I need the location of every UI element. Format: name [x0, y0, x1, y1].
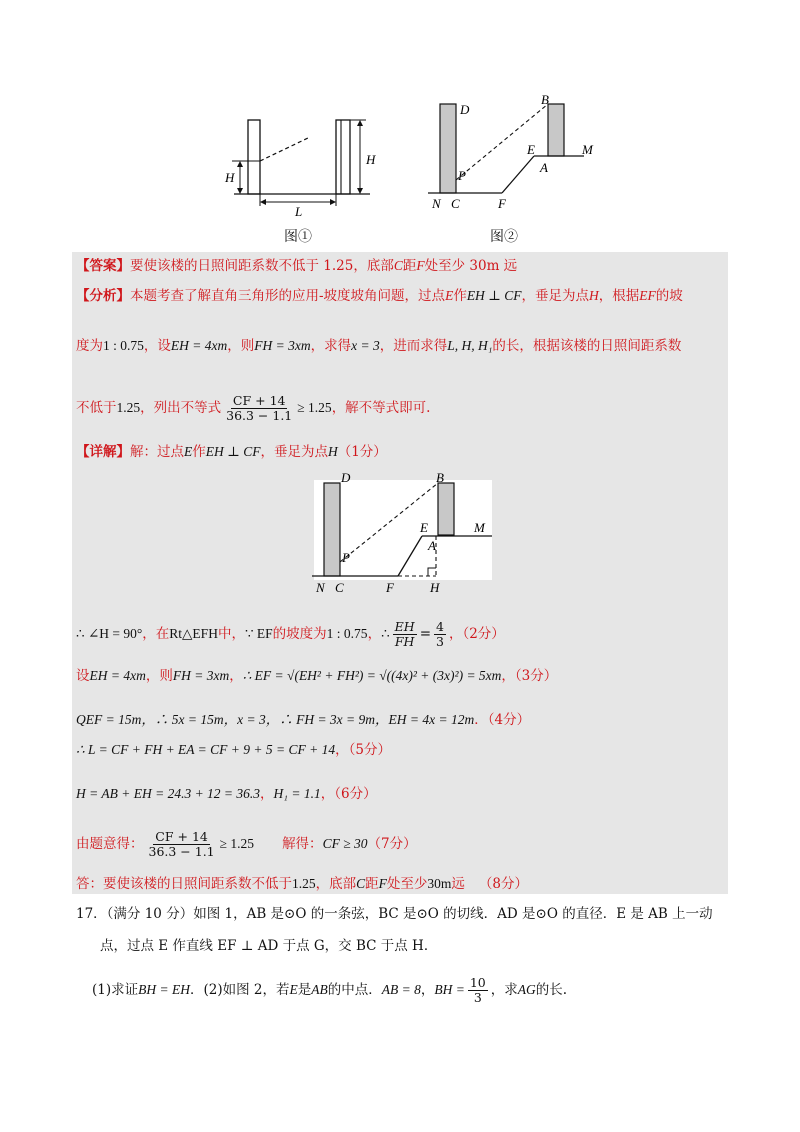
fig3-label-d: D	[341, 470, 351, 485]
figure-1	[220, 110, 390, 220]
fig3-label-m: M	[474, 520, 485, 535]
detail-step-5: ∴ L = CF + FH + EA = CF + 9 + 5 = CF + 14，（5分）	[76, 742, 391, 758]
analysis-line-2: 度为1 : 0.75，设EH = 4xm，则FH = 3xm，求得x = 3，进而求得L, H, H₁的长，根据该楼的日照间距系数	[76, 338, 682, 354]
fig2-label-f: F	[498, 196, 506, 211]
fig2-label-n: N	[432, 196, 441, 211]
figure-3	[308, 470, 498, 598]
detail-step-8: 答：要使该楼的日照间距系数不低于1.25，底部C距F处至少30m远 （8分）	[76, 876, 528, 892]
fig1-label-h-big: H	[366, 152, 376, 167]
fig1-right-building	[336, 120, 350, 194]
fig3-label-e: E	[420, 520, 428, 535]
fig3-label-f: F	[386, 580, 394, 595]
problem17-line-2: 点，过点 E 作直线 EF ⊥ AD 于点 G，交 BC 于点 H．	[100, 938, 438, 954]
fig3-label-p: P	[342, 550, 350, 565]
fig3-label-n: N	[316, 580, 325, 595]
fig2-label-d: D	[460, 102, 470, 117]
fig2-building-b	[548, 104, 564, 156]
fig1-caption: 图①	[284, 229, 312, 245]
fig1-label-h-small: H	[225, 170, 235, 185]
detail-step-4: QEF = 15m，∴ 5x = 15m，x = 3，∴ FH = 3x = 9m，EH = 4x = 12m．（4分）	[76, 712, 531, 728]
detail-step-2: ∴ ∠H = 90°，在Rt△EFH中，∵ EF的坡度为1 : 0.75，∴ $\frac{EH}{FH}$ = $\frac{4}{3}$ ，（2分）	[76, 619, 505, 649]
fig2-label-b: B	[541, 92, 549, 107]
figure-2	[420, 90, 610, 215]
fig2-label-c: C	[451, 196, 460, 211]
fig2-label-e: E	[527, 142, 535, 157]
detail-step-7: 由题意得： $\frac{CF + 14}{36.3 - 1.1}$ ≥ 1.25 解得：CF ≥ 30（7分）	[76, 829, 417, 859]
analysis-line-3: 不低于1.25，列出不等式 $\frac{CF + 14}{36.3 - 1.1}$ ≥ 1.25，解不等式即可.	[76, 393, 431, 423]
fig2-building-d	[440, 104, 456, 193]
fig3-label-c: C	[335, 580, 344, 595]
problem17-line-1: 17．（满分 10 分）如图 1，AB 是⊙O 的一条弦，BC 是⊙O 的切线．AD 是⊙O 的直径．E 是 AB 上一动	[76, 906, 713, 922]
fig3-building-b	[438, 483, 454, 535]
answer-line: 【答案】要使该楼的日照间距系数不低于 1.25，底部C距F处至少 30m 远	[76, 258, 518, 274]
problem17-line-3: (1)求证BH = EH．(2)如图 2，若E是AB的中点．AB = 8，BH = $\frac{10}{3}$ ，求AG的长.	[92, 975, 568, 1005]
fig2-label-a: A	[540, 160, 548, 175]
detail-step-3: 设EH = 4xm，则FH = 3xm，∴ EF = √(EH² + FH²) = √((4x)² + (3x)²) = 5xm，（3分）	[76, 668, 558, 684]
fig3-label-a: A	[428, 538, 436, 553]
analysis-line-1: 【分析】本题考查了解直角三角形的应用-坡度坡角问题，过点E作EH ⊥ CF，垂足为点H，根据EF的坡	[76, 288, 683, 304]
fig2-label-m: M	[582, 142, 593, 157]
fig1-label-l: L	[295, 204, 303, 219]
fig3-label-b: B	[436, 470, 444, 485]
detail-step-6: H = AB + EH = 24.3 + 12 = 36.3，H₁ = 1.1，（6分）	[76, 786, 377, 802]
fig3-building-d	[324, 483, 340, 576]
fig1-sun-line	[260, 138, 308, 161]
fig2-caption: 图②	[490, 229, 518, 245]
fig3-label-h: H	[430, 580, 440, 595]
detail-line-1: 【详解】解：过点E作EH ⊥ CF，垂足为点H（1分）	[76, 444, 387, 460]
fig2-label-p: P	[458, 168, 466, 183]
fig1-left-building	[248, 120, 260, 194]
